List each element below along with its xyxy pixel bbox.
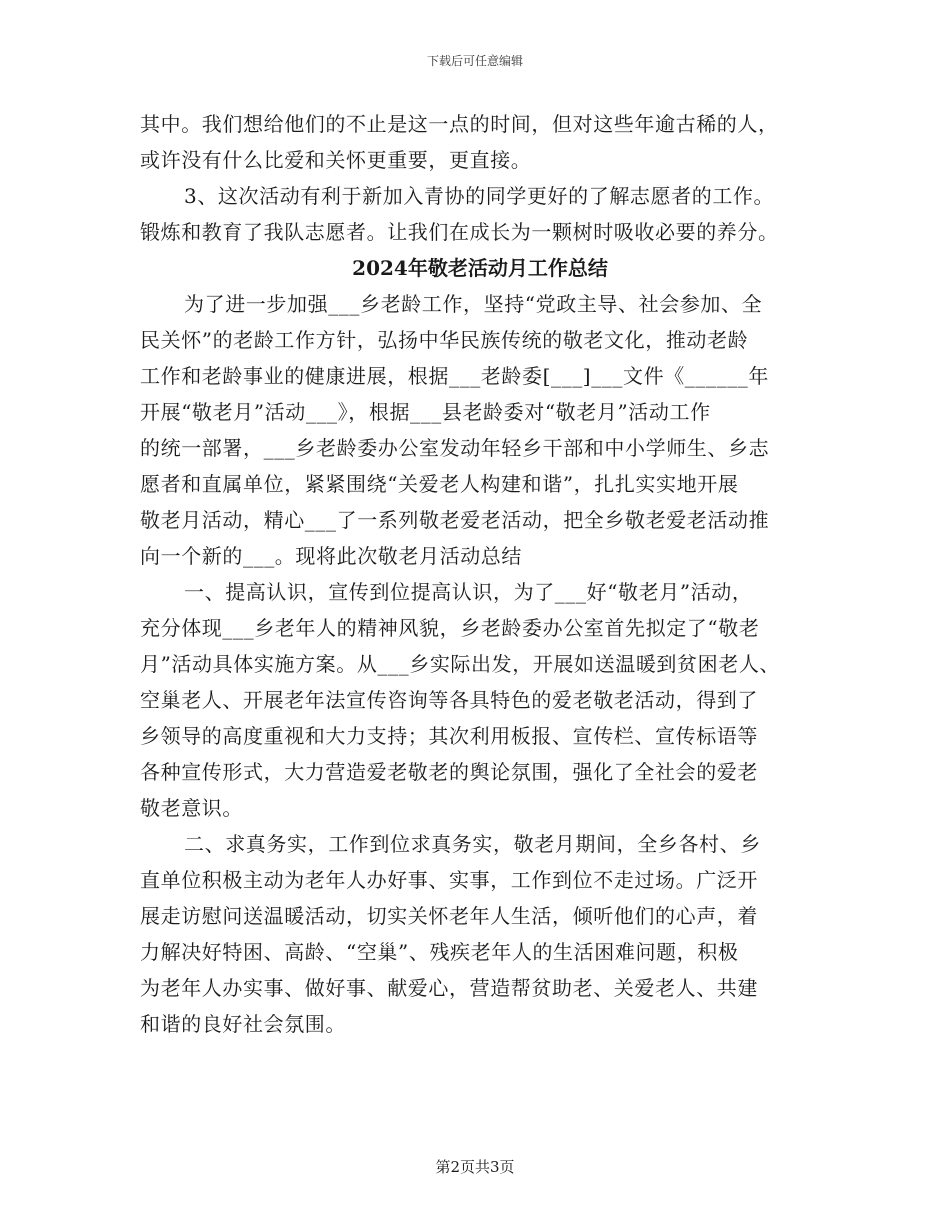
body-line: 其中。我们想给他们的不止是这一点的时间，但对这些年逾古稀的人， bbox=[140, 112, 779, 136]
header-note: 下载后可任意编辑 bbox=[426, 54, 523, 68]
document-body bbox=[140, 106, 820, 1042]
body-line: 展走访慰问送温暖活动，切实关怀老年人生活，倾听他们的心声，着 bbox=[140, 904, 758, 928]
body-line: 二、求真务实，工作到位求真务实，敬老月期间，全乡各村、乡 bbox=[184, 832, 761, 856]
body-line: 月”活动具体实施方案。从___乡实际出发，开展如送温暖到贫困老人、 bbox=[140, 652, 781, 676]
body-line: 各种宣传形式，大力营造爱老敬老的舆论氛围，强化了全社会的爱老 bbox=[140, 760, 758, 784]
body-line: 向一个新的___。现将此次敬老月活动总结 bbox=[140, 544, 522, 568]
body-line: 一、提高认识，宣传到位提高认识，为了___好“敬老月”活动， bbox=[184, 580, 753, 604]
body-line: 乡领导的高度重视和大力支持；其次利用板报、宣传栏、宣传标语等 bbox=[140, 724, 758, 748]
body-line: 充分体现___乡老年人的精神风貌，乡老龄委办公室首先拟定了“敬老 bbox=[140, 616, 760, 640]
body-line: 民关怀”的老龄工作方针，弘扬中华民族传统的敬老文化，推动老龄 bbox=[140, 328, 749, 352]
body-line: 力解决好特困、高龄、“空巢”、残疾老年人的生活困难问题，积极 bbox=[140, 940, 739, 964]
body-line: 为老年人办实事、做好事、献爱心，营造帮贫助老、关爱老人、共建 bbox=[140, 976, 758, 1000]
body-line: 敬老意识。 bbox=[140, 796, 243, 820]
body-line: 空巢老人、开展老年法宣传咨询等各具特色的爱老敬老活动，得到了 bbox=[140, 688, 758, 712]
document-title: 2024年敬老活动月工作总结 bbox=[352, 256, 608, 280]
page-number: 第2页共3页 bbox=[435, 1158, 515, 1176]
body-line: 3、这次活动有利于新加入青协的同学更好的了解志愿者的工作。 bbox=[184, 184, 775, 208]
body-line: 直单位积极主动为老年人办好事、实事，工作到位不走过场。广泛开 bbox=[140, 868, 758, 892]
body-line: 的统一部署，___乡老龄委办公室发动年轻乡干部和中小学师生、乡志 bbox=[140, 436, 770, 460]
body-line: 工作和老龄事业的健康进展，根据___老龄委[___]___文件《______年 bbox=[140, 364, 770, 388]
body-line: 开展“敬老月”活动___》，根据___县老龄委对“敬老月”活动工作 bbox=[140, 400, 711, 424]
body-line: 愿者和直属单位，紧紧围绕“关爱老人构建和谐”，扎扎实实地开展 bbox=[140, 472, 739, 496]
body-line: 或许没有什么比爱和关怀更重要，更直接。 bbox=[140, 148, 532, 172]
body-line: 为了进一步加强___乡老龄工作，坚持“党政主导、社会参加、全 bbox=[184, 292, 763, 316]
body-line: 锻炼和教育了我队志愿者。让我们在成长为一颗树时吸收必要的养分。 bbox=[140, 220, 779, 244]
body-line: 和谐的良好社会氛围。 bbox=[140, 1012, 346, 1036]
body-line: 敬老月活动，精心___了一系列敬老爱老活动，把全乡敬老爱老活动推 bbox=[140, 508, 770, 532]
